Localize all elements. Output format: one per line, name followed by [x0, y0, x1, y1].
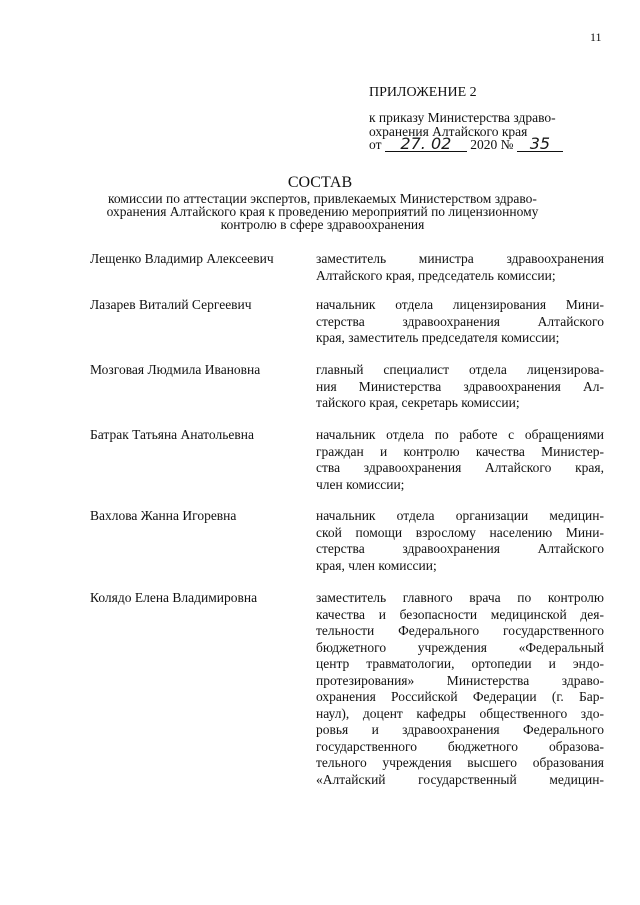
role-line: начальник отдела по работе с обращениями	[316, 427, 604, 442]
role-line: качества и безопасности медицинской дея-	[316, 606, 604, 622]
role-line: охранения Российской Федерации (г. Бар-	[316, 689, 604, 704]
order-year: 2020 №	[470, 137, 514, 152]
subtitle-line: контролю в сфере здравоохранения	[220, 217, 425, 232]
role-line: ства здравоохранения Алтайского края,	[316, 460, 604, 475]
member-role	[316, 508, 604, 574]
member-role	[316, 427, 604, 493]
role-line: государственного бюджетного образова-	[316, 738, 604, 754]
role-line: «Алтайский государственный медицин-	[316, 771, 604, 787]
member-role	[316, 590, 604, 788]
role-line: стерства здравоохранения Алтайского	[316, 541, 604, 556]
appendix-title: ПРИЛОЖЕНИЕ 2	[369, 85, 477, 100]
date-prefix: от	[369, 137, 382, 152]
subtitle-line: комиссии по аттестации экспертов, привлекаемых Министерством здраво-	[108, 191, 537, 206]
member-name: Вахлова Жанна Игоревна	[90, 508, 237, 523]
role-line: начальник отдела лицензирования Мини-	[316, 297, 604, 312]
role-line: заместитель министра здравоохранения	[316, 251, 604, 266]
member-role	[316, 251, 604, 284]
handwritten-date: 27. 02	[385, 136, 467, 152]
role-line: ния Министерства здравоохранения Ал-	[316, 378, 604, 394]
role-line: края, член комиссии;	[316, 557, 437, 573]
order-reference	[369, 111, 556, 139]
page-number: 11	[590, 30, 602, 44]
order-line-1: к приказу Министерства здраво-	[369, 110, 556, 125]
role-line: протезирования» Министерства здраво-	[316, 672, 604, 688]
role-line: края, заместитель председателя комиссии;	[316, 330, 560, 345]
role-line: заместитель главного врача по контролю	[316, 590, 604, 605]
member-name: Лещенко Владимир Алексеевич	[90, 251, 274, 266]
role-line: бюджетного учреждения «Федеральный	[316, 639, 604, 655]
order-date-line	[369, 136, 563, 153]
document-title: СОСТАВ	[287, 174, 353, 191]
role-line: тайского края, секретарь комиссии;	[316, 395, 520, 410]
role-line: Алтайского края, председатель комиссии;	[316, 267, 556, 283]
role-line: ской помощи взрослому населению Мини-	[316, 524, 604, 540]
member-role	[316, 362, 604, 412]
role-line: ровья и здравоохранения Федерального	[316, 722, 604, 737]
role-line: главный специалист отдела лицензирова-	[316, 362, 604, 377]
role-line: тельности Федерального государственного	[316, 623, 604, 638]
role-line: граждан и контролю качества Министер-	[316, 443, 604, 459]
member-name: Колядо Елена Владимировна	[90, 590, 258, 605]
handwritten-order-number: 35	[517, 136, 563, 152]
member-name: Мозговая Людмила Ивановна	[90, 362, 261, 377]
member-name: Лазарев Виталий Сергеевич	[90, 297, 252, 312]
order-line-2: охранения Алтайского края	[369, 124, 528, 139]
role-line: член комиссии;	[316, 476, 405, 492]
role-line: стерства здравоохранения Алтайского	[316, 313, 604, 329]
member-name: Батрак Татьяна Анатольевна	[90, 427, 254, 442]
role-line: тельного учреждения высшего образования	[316, 755, 604, 770]
role-line: начальник отдела организации медицин-	[316, 508, 604, 523]
document-subtitle	[95, 192, 550, 231]
role-line: наул), доцент кафедры общественного здо-	[316, 705, 604, 721]
subtitle-line: охранения Алтайского края к проведению мероприятий по лицензионному	[106, 204, 539, 219]
member-role	[316, 297, 604, 347]
role-line: центр травматологии, ортопедии и эндо-	[316, 656, 604, 671]
